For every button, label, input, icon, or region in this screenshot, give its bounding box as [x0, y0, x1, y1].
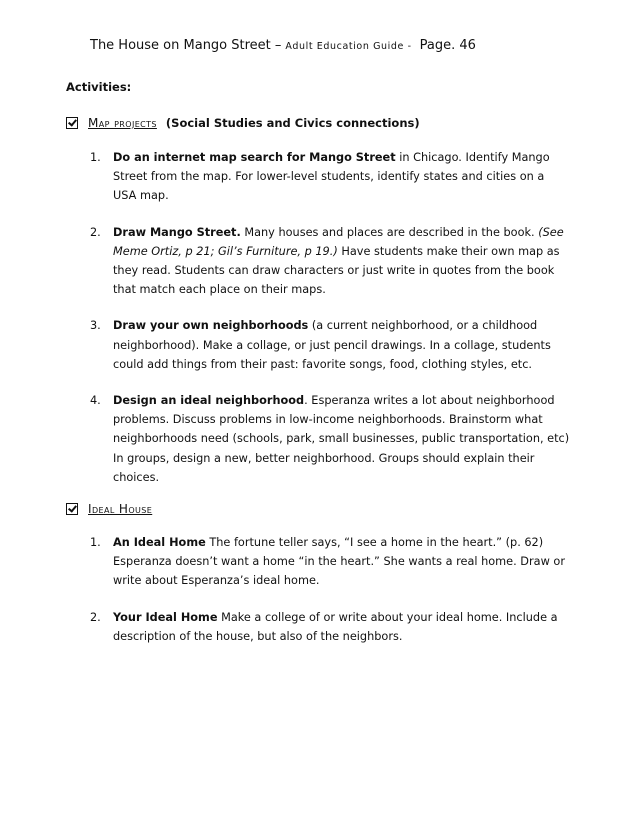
- section-title: Ideal House: [88, 502, 153, 516]
- section-title: Map projects: [88, 116, 157, 130]
- item-title: Your Ideal Home: [113, 610, 218, 624]
- list-item: [90, 223, 570, 300]
- page-header: [90, 38, 476, 53]
- list-item: [90, 608, 570, 646]
- item-number: 2.: [90, 610, 101, 624]
- page-number: Page. 46: [419, 38, 476, 53]
- item-text: Make a college of or write about your ideal home. Include a description of the house, but also of the neighbors.: [113, 610, 558, 643]
- item-text: Many houses and places are described in the book.: [240, 225, 535, 239]
- item-title: Draw your own neighborhoods: [113, 319, 309, 333]
- section-map-projects: [66, 116, 420, 130]
- item-text: (a current neighborhood, or a childhood neighborhood). Make a collage, or just pencil drawings. In a collage, students could add things from their past: favorite songs, food, clothing styles, etc.: [113, 319, 551, 371]
- ideal-house-list: [90, 533, 570, 646]
- item-text: . Esperanza writes a lot about neighborhood problems. Discuss problems in low-income neighborhoods. Brainstorm what neighborhoods need (schools, park, small businesses, public transportation, etc) In groups, design a new, better neighborhood. Groups should explain their choices.: [113, 394, 570, 484]
- activities-heading: Activities:: [66, 80, 132, 94]
- item-number: 2.: [90, 225, 101, 239]
- header-title: The House on Mango Street –: [90, 38, 282, 53]
- item-number: 1.: [90, 151, 101, 164]
- header-subtitle: Adult Education Guide -: [285, 41, 412, 52]
- list-item: [90, 316, 570, 374]
- item-title: Draw Mango Street.: [113, 225, 241, 239]
- item-text-continued: Have students make their own map as they read. Students can draw characters or just write in quotes from the book that match each place on their maps.: [113, 244, 560, 297]
- item-text: The fortune teller says, “I see a home in the heart.” (p. 62) Esperanza doesn’t want a home “in the heart.” She wants a real home. Draw or write about Esperanza’s ideal home.: [113, 536, 565, 588]
- checked-box-icon: [66, 503, 78, 515]
- item-text: in Chicago. Identify Mango Street from the map. For lower-level students, identify states and cities on a USA map.: [113, 151, 550, 203]
- item-title: Do an internet map search for Mango Street: [113, 151, 396, 164]
- item-citation: (See Meme Ortiz, p 21; Gil’s Furniture, p 19.): [113, 225, 564, 258]
- section-description: (Social Studies and Civics connections): [165, 116, 420, 130]
- item-title: An Ideal Home: [113, 536, 206, 549]
- map-projects-list: [90, 148, 570, 487]
- section-ideal-house: [66, 502, 152, 516]
- item-number: 1.: [90, 536, 101, 549]
- checked-box-icon: [66, 117, 78, 129]
- list-item: [90, 533, 570, 591]
- item-number: 3.: [90, 319, 101, 333]
- item-number: 4.: [90, 394, 101, 408]
- list-item: [90, 148, 570, 206]
- item-title: Design an ideal neighborhood: [113, 394, 305, 408]
- list-item: [90, 391, 570, 487]
